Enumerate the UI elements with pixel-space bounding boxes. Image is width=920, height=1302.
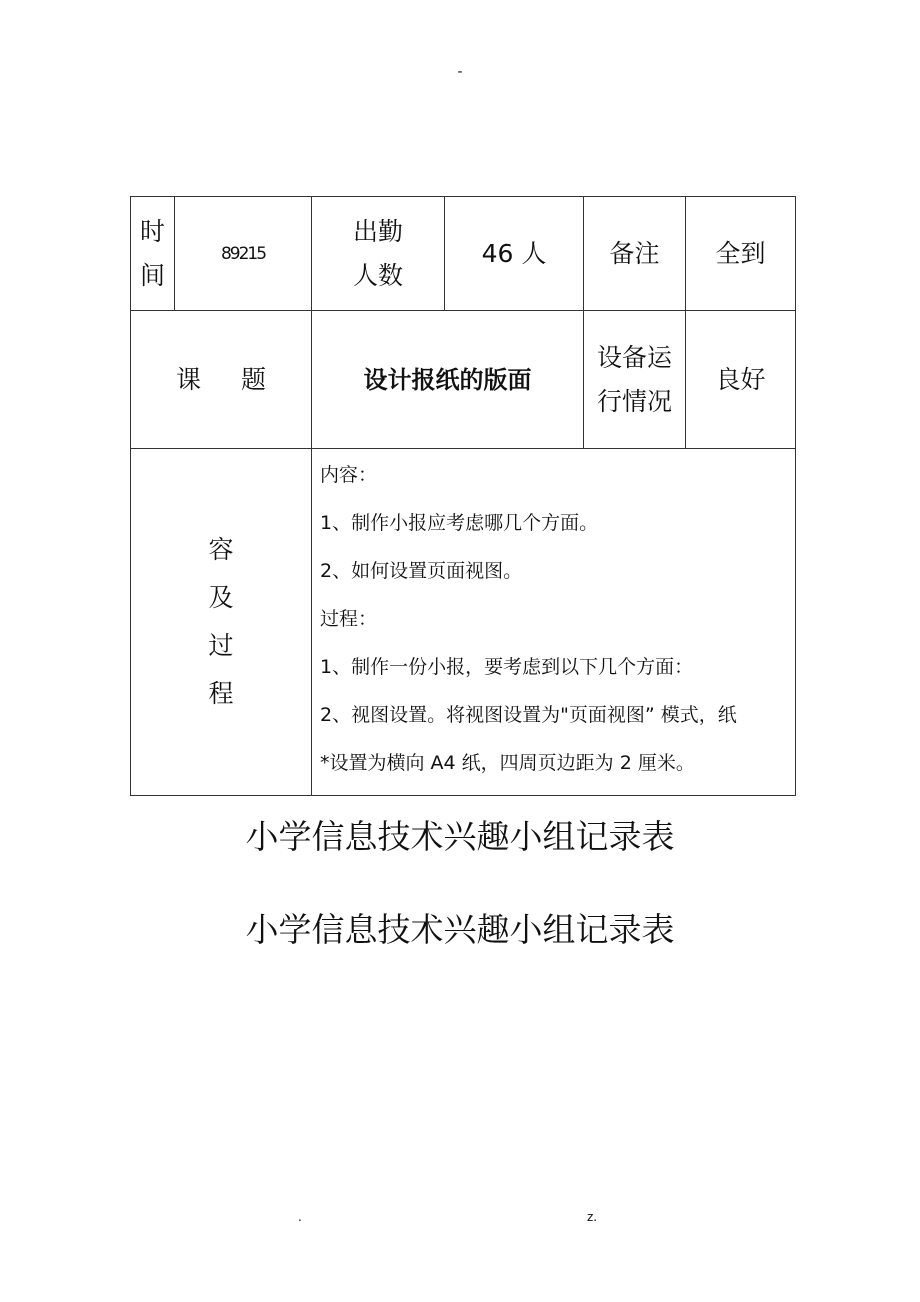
attendance-label-cell [312, 197, 445, 311]
table-row-topic [131, 311, 796, 449]
topic-value-cell: 设计报纸的版面 [312, 311, 584, 449]
document-title-repeat: 小学信息技术兴趣小组记录表 [245, 910, 675, 949]
time-label-line-2: 间 [139, 260, 165, 290]
process-line: 1、制作一份小报，要考虑到以下几个方面： [320, 656, 694, 678]
document-title: 小学信息技术兴趣小组记录表 [245, 817, 675, 856]
record-table [130, 196, 796, 796]
process-line: 2、视图设置。将视图设置为"页面视图” 模式，纸 [320, 704, 737, 726]
content-process-cell [312, 449, 796, 796]
content-process-label-char: 容 [208, 535, 234, 564]
footer-right-mark: z. [587, 1210, 598, 1224]
topic-label-cell [131, 311, 312, 449]
equipment-label-cell [584, 311, 686, 449]
content-process-label-char: 程 [208, 679, 234, 708]
content-process-label-cell [131, 449, 312, 796]
header-mark: - [457, 64, 463, 80]
footer-left-mark: . [298, 1210, 302, 1224]
remarks-label-cell: 备注 [584, 197, 686, 311]
time-label-line-1: 时 [139, 216, 165, 246]
attendance-value-cell: 46 人 [445, 197, 584, 311]
content-process-label-char: 过 [208, 631, 234, 660]
table-row-attendance [131, 197, 796, 311]
content-process-label-char: 及 [208, 583, 234, 612]
equipment-label-line-2: 行情况 [596, 386, 672, 416]
content-heading: 内容： [320, 464, 378, 486]
time-value-cell: 89215 [175, 197, 312, 311]
attendance-label-line-1: 出勤 [352, 216, 403, 246]
remarks-value-cell: 全到 [686, 197, 796, 311]
equipment-value-cell: 良好 [686, 311, 796, 449]
process-line: *设置为横向 A4 纸，四周页边距为 2 厘米。 [320, 752, 695, 774]
content-line: 1、制作小报应考虑哪几个方面。 [320, 512, 599, 534]
table-row-content [131, 449, 796, 796]
topic-label: 课题 [175, 364, 306, 394]
time-label-cell [131, 197, 175, 311]
attendance-label-line-2: 人数 [352, 260, 403, 290]
equipment-label-line-1: 设备运 [596, 342, 672, 372]
process-heading: 过程： [320, 608, 378, 630]
content-line: 2、如何设置页面视图。 [320, 560, 523, 582]
